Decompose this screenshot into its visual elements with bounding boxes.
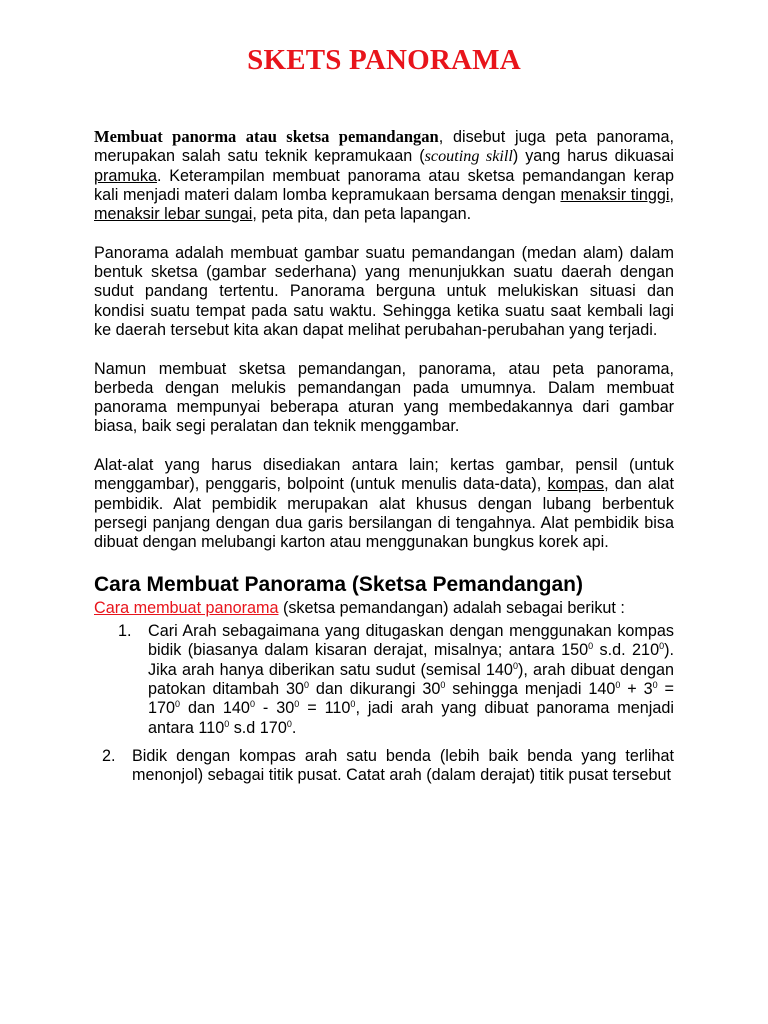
paragraph-tools: [94, 456, 674, 552]
degree-sup: 0: [588, 641, 594, 652]
step-1-text: ), arah dibuat dengan patokan ditambah 30: [148, 660, 674, 699]
degree-sup: 0: [350, 699, 356, 710]
section-intro-rest: (sketsa pemandangan) adalah sebagai berikut :: [278, 598, 625, 617]
degree-sup: 0: [652, 680, 658, 691]
intro-text-4: ,: [669, 185, 674, 204]
intro-text-2: ) yang harus dikuasai: [512, 147, 674, 166]
tools-text-2: , dan alat pembidik. Alat pembidik merupakan alat khusus dengan lubang berbentuk persegi panjang dengan dua garis bersilangan di tengahnya. Alat pembidik bisa dibuat dengan melubangi karton atau menggunakan bungkus korek api.: [94, 475, 674, 552]
link-menaksir-lebar-sungai[interactable]: menaksir lebar sungai: [94, 205, 253, 224]
step-1-text: .: [291, 718, 297, 737]
section-intro: [94, 599, 674, 618]
degree-sup: 0: [440, 680, 446, 691]
list-item-step-2: [102, 747, 674, 786]
step-1-text: s.d 170: [229, 718, 287, 737]
degree-sup: 0: [249, 699, 255, 710]
step-1-text: dan dikurangi 30: [308, 680, 441, 699]
section-heading: Cara Membuat Panorama (Sketsa Pemandangan): [94, 572, 583, 596]
intro-text-5: , peta pita, dan peta lapangan.: [252, 205, 472, 224]
link-kompas[interactable]: kompas: [547, 475, 605, 494]
step-1-text: - 30: [254, 699, 295, 718]
link-cara-membuat-panorama[interactable]: Cara membuat panorama: [94, 598, 279, 617]
intro-text-3: . Keterampilan membuat panorama atau sketsa pemandangan kerap kali menjadi materi dalam lomba kepramukaan bersama dengan: [94, 166, 674, 204]
degree-sup: 0: [512, 660, 518, 671]
step-2-number: 2.: [102, 746, 116, 765]
document-body: [94, 127, 674, 786]
step-1-text: dan 140: [180, 699, 250, 718]
step-1-text: s.d. 210: [593, 641, 660, 660]
step-1-text: ). Jika arah hanya diberikan satu sudut (semisal 140: [148, 641, 674, 679]
degree-sup: 0: [175, 699, 181, 710]
degree-sup: 0: [615, 680, 621, 691]
page-title: SKETS PANORAMA: [247, 44, 521, 76]
step-1-text: sehingga menjadi 140: [445, 680, 616, 699]
link-pramuka[interactable]: pramuka: [94, 166, 157, 185]
paragraph-definition: Panorama adalah membuat gambar suatu pemandangan (medan alam) dalam bentuk sketsa (gambar sederhana) yang menunjukkan suatu daerah dengan sudut pandang tertentu. Panorama berguna untuk melukiskan situasi dan kondisi suatu tempat pada satu waktu. Sehingga ketika suatu saat kembali lagi ke daerah tersebut kita akan dapat melihat perubahan-perubahan yang terjadi.: [94, 243, 674, 339]
scouting-skill-term: scouting skill: [424, 147, 513, 166]
steps-list: [94, 622, 674, 785]
step-1-text: , jadi arah yang dibuat panorama menjadi antara 110: [148, 699, 674, 737]
intro-lead-text: Membuat panorma atau sketsa pemandangan: [94, 127, 439, 146]
step-1-number: 1.: [118, 622, 132, 641]
step-1-text: + 3: [620, 680, 653, 699]
paragraph-intro: [94, 127, 674, 224]
degree-sup: 0: [659, 641, 665, 652]
degree-sup: 0: [294, 699, 300, 710]
step-1-text: = 170: [148, 680, 674, 718]
degree-sup: 0: [286, 718, 292, 729]
step-1-text: = 110: [299, 699, 351, 718]
tools-text-1: Alat-alat yang harus disediakan antara lain; kertas gambar, pensil (untuk menggambar), penggaris, bolpoint (untuk menulis data-data),: [94, 456, 674, 494]
step-1-text: Cari Arah sebagaimana yang ditugaskan dengan menggunakan kompas bidik (biasanya dalam kisaran derajat, misalnya; antara 150: [148, 622, 674, 660]
list-item-step-1: [118, 622, 674, 738]
degree-sup: 0: [224, 718, 230, 729]
degree-sup: 0: [303, 680, 309, 691]
paragraph-difference: Namun membuat sketsa pemandangan, panorama, atau peta panorama, berbeda dengan melukis pemandangan pada umumnya. Dalam membuat panorama mempunyai beberapa aturan yang membedakannya dari gambar biasa, baik segi peralatan dan teknik menggambar.: [94, 359, 674, 436]
step-2-text: Bidik dengan kompas arah satu benda (lebih baik benda yang terlihat menonjol) sebagai titik pusat. Catat arah (dalam derajat) titik pusat tersebut: [132, 746, 674, 785]
intro-text-1: , disebut juga peta panorama, merupakan salah satu teknik kepramukaan (: [94, 128, 674, 166]
link-menaksir-tinggi[interactable]: menaksir tinggi: [560, 185, 670, 204]
